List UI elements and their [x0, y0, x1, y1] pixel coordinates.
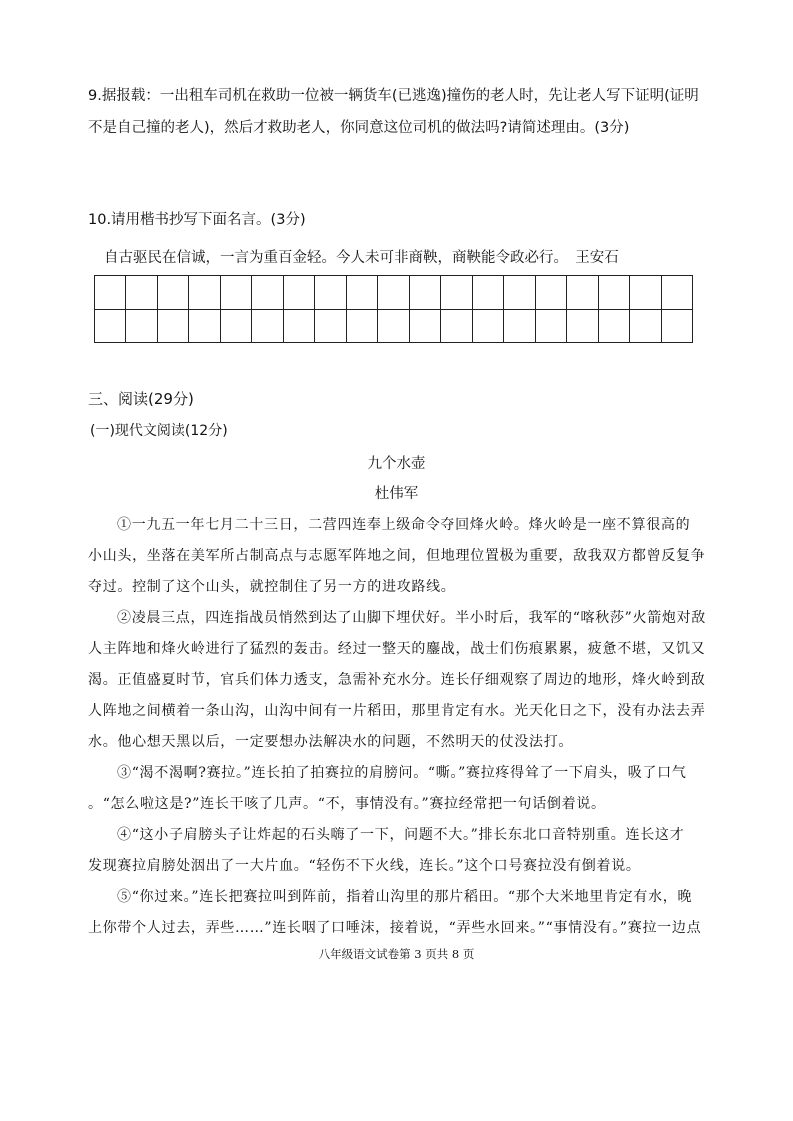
- grid-cell[interactable]: [504, 310, 535, 344]
- grid-cell[interactable]: [441, 310, 472, 344]
- grid-cell[interactable]: [599, 276, 630, 310]
- grid-cell[interactable]: [252, 276, 283, 310]
- quote-text: 自古驱民在信诚，一言为重百金轻。今人未可非商鞅，商鞅能令政必行。 王安石: [104, 250, 619, 266]
- grid-cell[interactable]: [410, 276, 441, 310]
- grid-cell[interactable]: [441, 276, 472, 310]
- question-10-prompt: 10.请用楷书抄写下面名言。(3分): [88, 212, 306, 228]
- article-author: 杜伟军: [374, 486, 419, 502]
- article-line: 夺过。控制了这个山头，就控制住了另一方的进攻路线。: [88, 579, 456, 595]
- grid-cell[interactable]: [189, 276, 220, 310]
- grid-cell[interactable]: [221, 276, 252, 310]
- article-line: 人主阵地和烽火岭进行了猛烈的轰击。经过一整天的鏖战，战士们伤痕累累，疲惫不堪，又饥又: [88, 641, 706, 657]
- article-line: 。“怎么啦这是?”连长干咳了几声。“不，事情没有。”赛拉经常把一句话倒着说。: [88, 796, 606, 812]
- grid-cell[interactable]: [315, 276, 346, 310]
- grid-cell[interactable]: [221, 310, 252, 344]
- grid-cell[interactable]: [126, 276, 157, 310]
- article-line: 人阵地之间横着一条山沟，山沟中间有一片稻田，那里肯定有水。光天化日之下，没有办法去弄: [88, 703, 706, 719]
- article-line: 水。他心想天黑以后，一定要想办法解决水的问题，不然明天的仗没法打。: [88, 734, 574, 750]
- article-line: ③“渴不渴啊?赛拉。”连长拍了拍赛拉的肩膀问。“嘶。”赛拉疼得耸了一下肩头，吸了口气: [117, 765, 687, 781]
- grid-cell[interactable]: [378, 276, 409, 310]
- article-line: 渴。正值盛夏时节，官兵们体力透支，急需补充水分。连长仔细观察了周边的地形，烽火岭到敌: [88, 672, 706, 688]
- grid-cell[interactable]: [473, 276, 504, 310]
- grid-cell[interactable]: [410, 310, 441, 344]
- section-subheading: (一)现代文阅读(12分): [90, 423, 228, 439]
- grid-cell[interactable]: [536, 276, 567, 310]
- section-heading: 三、阅读(29分): [88, 390, 194, 408]
- grid-cell[interactable]: [378, 310, 409, 344]
- article-line: 发现赛拉肩膀处洇出了一大片血。“轻伤不下火线，连长。”这个口号赛拉没有倒着说。: [88, 858, 641, 874]
- article-line: ①一九五一年七月二十三日，二营四连奉上级命令夺回烽火岭。烽火岭是一座不算很高的: [117, 517, 691, 533]
- grid-cell[interactable]: [662, 276, 693, 310]
- grid-cell[interactable]: [252, 310, 283, 344]
- grid-cell[interactable]: [158, 276, 189, 310]
- grid-cell[interactable]: [536, 310, 567, 344]
- grid-cell[interactable]: [567, 310, 598, 344]
- grid-cell[interactable]: [347, 276, 378, 310]
- grid-cell[interactable]: [284, 276, 315, 310]
- article-line: 上你带个人过去，弄些……”连长咽了口唾沫，接着说，“弄些水回来。”“事情没有。”赛拉一边点: [88, 920, 702, 936]
- page-footer: 八年级语文试卷第 3 页共 8 页: [318, 947, 475, 961]
- question-9-line-1: 9.据报载：一出租车司机在救助一位被一辆货车(已逃逸)撞伤的老人时，先让老人写下证明(证明: [88, 88, 699, 104]
- grid-cell[interactable]: [315, 310, 346, 344]
- grid-cell[interactable]: [347, 310, 378, 344]
- grid-cell[interactable]: [567, 276, 598, 310]
- grid-cell[interactable]: [284, 310, 315, 344]
- grid-cell[interactable]: [473, 310, 504, 344]
- article-title: 九个水壶: [367, 456, 426, 472]
- writing-grid[interactable]: [94, 275, 693, 343]
- article-line: ⑤“你过来。”连长把赛拉叫到阵前，指着山沟里的那片稻田。“那个大米地里肯定有水，晚: [117, 889, 693, 905]
- grid-cell[interactable]: [158, 310, 189, 344]
- grid-cell[interactable]: [630, 310, 661, 344]
- grid-cell[interactable]: [126, 310, 157, 344]
- article-line: ④“这小子肩膀头子让炸起的石头嗨了一下，问题不大。”排长东北口音特别重。连长这才: [117, 827, 685, 843]
- grid-cell[interactable]: [189, 310, 220, 344]
- grid-cell[interactable]: [95, 310, 126, 344]
- question-9-line-2: 不是自己撞的老人)，然后才救助老人，你同意这位司机的做法吗?请简述理由。(3分): [88, 120, 630, 136]
- grid-cell[interactable]: [504, 276, 535, 310]
- grid-cell[interactable]: [630, 276, 661, 310]
- grid-cell[interactable]: [95, 276, 126, 310]
- article-line: ②凌晨三点，四连指战员悄然到达了山脚下埋伏好。半小时后，我军的“喀秋莎”火箭炮对敌: [117, 610, 707, 626]
- grid-cell[interactable]: [599, 310, 630, 344]
- grid-cell[interactable]: [662, 310, 693, 344]
- article-line: 小山头，坐落在美军所占制高点与志愿军阵地之间，但地理位置极为重要，敌我双方都曾反复争: [88, 548, 706, 564]
